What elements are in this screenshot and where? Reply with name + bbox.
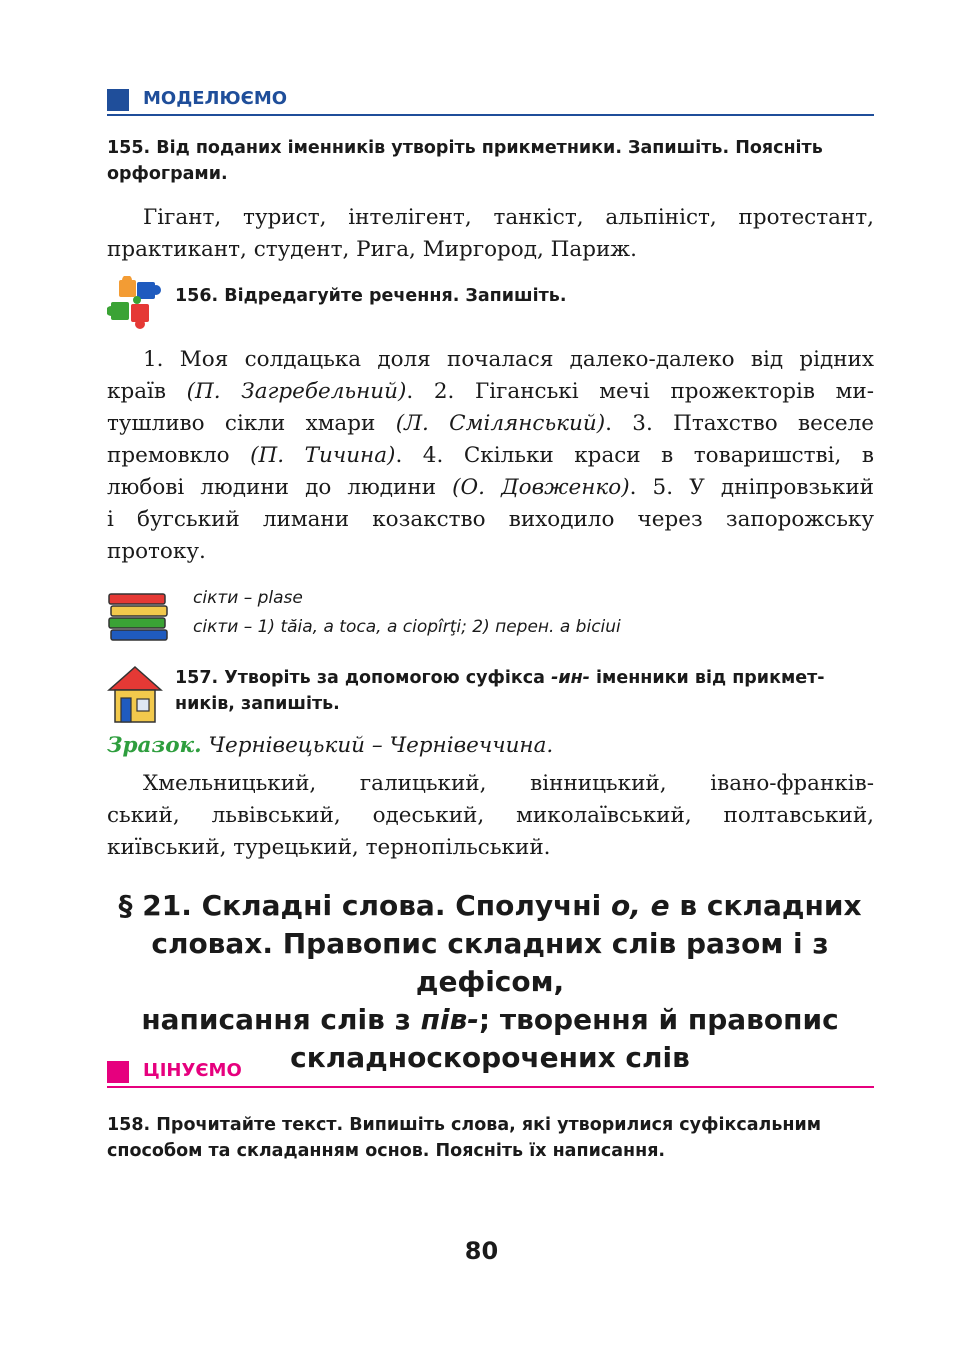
task-line: способом та складанням основ. Поясніть їх написання. (107, 1141, 666, 1161)
heading-line: складноскорочених слів (290, 1041, 690, 1074)
author: (П. Тичина) (250, 443, 396, 468)
section-header-modeling (107, 86, 874, 116)
task-157-body (107, 768, 874, 864)
text: . 2. Гіганські мечі прожекторів ми- (406, 379, 874, 404)
section-square-marker (107, 89, 129, 111)
task-line: 155. Від поданих іменників утворіть прикметники. Запишіть. Поясніть (107, 138, 823, 158)
body-line: ський, львівський, одеський, миколаївський, полтавський, (107, 803, 874, 828)
section-rule (107, 1086, 874, 1088)
example-text: Чернівецький – Чернівеччина. (201, 733, 554, 758)
section-rule (107, 114, 874, 116)
section-header-valuing (107, 1058, 874, 1088)
text: . 4. Скільки краси в товаришстві, в (395, 443, 874, 468)
task-156-instruction: 156. Відредагуйте речення. Запишіть. (175, 286, 567, 306)
body-line (107, 376, 874, 408)
suffix: -ин- (551, 668, 590, 688)
text: тушливо сікли хмари (107, 411, 396, 436)
text: ; творення й правопис (478, 1003, 839, 1036)
body-line (107, 408, 874, 440)
section-square-marker (107, 1061, 129, 1083)
heading-line (100, 1001, 880, 1039)
body-line: протоку. (107, 539, 206, 564)
text: . 3. Птахство веселе (605, 411, 874, 436)
task-155-body (107, 202, 874, 266)
text: 157. Утворіть за допомогою суфікса (175, 668, 552, 688)
body-line: і бугський лимани козакство виходило через запорожську (107, 507, 874, 532)
author: (П. Загребельний) (186, 379, 407, 404)
text: країв (107, 379, 187, 404)
dictionary-note (193, 584, 621, 642)
section-title: ЦІНУЄМО (143, 1060, 242, 1081)
text: іменники від прикмет- (589, 668, 825, 688)
page-number: 80 (464, 1237, 499, 1265)
task-line: орфограми. (107, 164, 228, 184)
text: любові людини до людини (107, 475, 453, 500)
task-line: ників, запишіть. (175, 694, 340, 714)
text: премовкло (107, 443, 251, 468)
author: (О. Довженко) (452, 475, 630, 500)
puzzle-icon (107, 276, 165, 334)
task-158-instruction (107, 1112, 874, 1164)
body-line: київський, турецький, тернопільський. (107, 835, 551, 860)
author: (Л. Смілянський) (395, 411, 606, 436)
heading-line: словах. Правопис складних слів разом і з дефісом, (151, 927, 829, 998)
house-icon (107, 664, 163, 724)
example-line (107, 730, 874, 762)
task-line: 158. Прочитайте текст. Випишіть слова, які утворилися суфіксальним (107, 1115, 822, 1135)
body-line: Гігант, турист, інтелігент, танкіст, альпініст, протестант, (143, 205, 874, 230)
task-157-example (107, 730, 874, 762)
task-156-body (107, 344, 874, 568)
chapter-heading (100, 887, 880, 1077)
body-line: Хмельницький, галицький, вінницький, івано-франків- (143, 771, 874, 796)
text: написання слів з (141, 1003, 421, 1036)
text: о, е (611, 889, 670, 922)
text: пів- (420, 1003, 479, 1036)
task-155-instruction (107, 135, 874, 187)
text: . 5. У дніпровзький (629, 475, 874, 500)
body-line (107, 472, 874, 504)
body-line: 1. Моя солдацька доля почалася далеко-далеко від рідних (143, 347, 874, 372)
text: в складних (669, 889, 862, 922)
body-line: практикант, студент, Рига, Миргород, Париж. (107, 237, 637, 262)
dictionary-line: сікти – 1) tăia, a toca, a ciopîrţi; 2) перен. a biciui (193, 617, 621, 637)
task-157-instruction (175, 665, 875, 717)
heading-line (100, 887, 880, 925)
example-label: Зразок. (107, 733, 202, 758)
dictionary-line: сікти – plase (193, 588, 303, 608)
body-line (107, 440, 874, 472)
task-line (175, 665, 875, 691)
books-icon (107, 592, 169, 644)
text: § 21. Складні слова. Сполучні (118, 889, 612, 922)
section-title: МОДЕЛЮЄМО (143, 88, 288, 109)
